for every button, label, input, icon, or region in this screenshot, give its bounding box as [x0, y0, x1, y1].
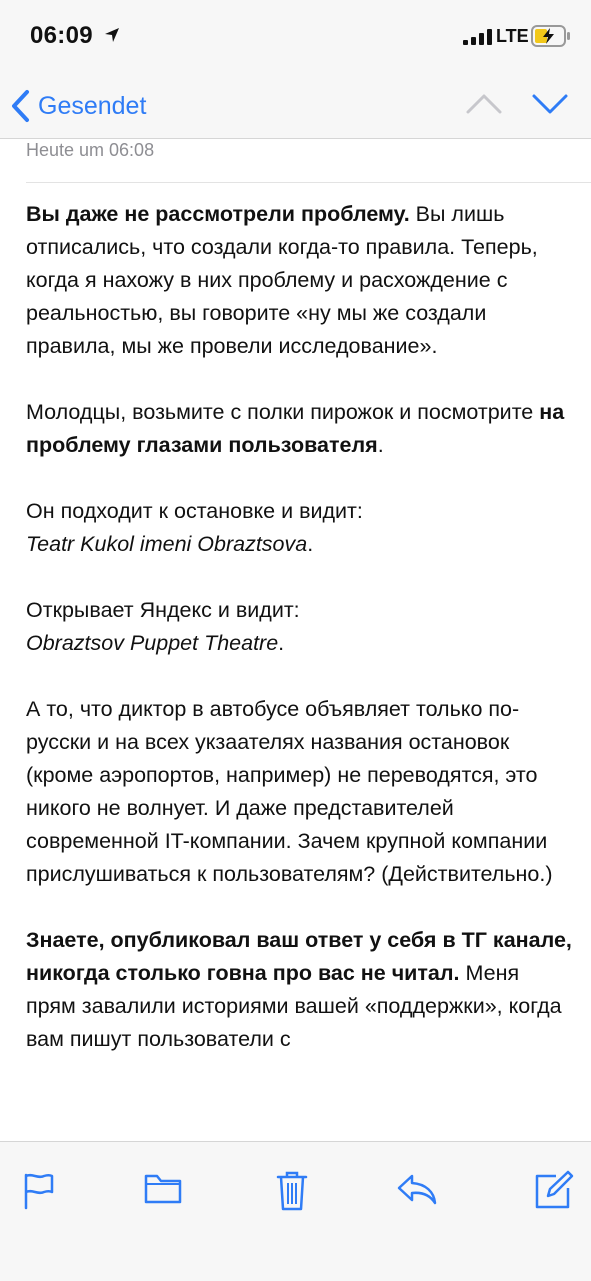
- paragraph-6-bold: Знаете, опубликовал ваш ответ у себя в ТГ канале, никогда столько говна про вас не читал.: [26, 928, 572, 985]
- battery-charging-icon: [531, 25, 571, 47]
- folder-icon: [144, 1172, 182, 1206]
- status-bar: [0, 0, 591, 72]
- paragraph-2: [26, 396, 574, 462]
- previous-message-button[interactable]: [464, 90, 504, 123]
- compose-icon: [534, 1170, 574, 1210]
- paragraph-1-bold: Вы даже не рассмотрели проблему.: [26, 202, 410, 226]
- paragraph-6-text: Меня прям завалили историями вашей «поддержки», когда вам пишут пользователи с: [26, 961, 562, 1051]
- chevron-down-icon: [530, 90, 570, 118]
- paragraph-4-end: .: [278, 631, 285, 655]
- network-type: LTE: [496, 26, 529, 46]
- compose-button[interactable]: [534, 1170, 574, 1215]
- paragraph-1-text: Вы лишь отписались, что создали когда-то правила. Теперь, когда я нахожу в них проблему и расхождение с реальностью, вы говорите «ну мы же создали правила, мы же провели исследование».: [26, 202, 538, 358]
- status-time: 06:09: [30, 22, 93, 49]
- paragraph-4-italic: Obraztsov Puppet Theatre: [26, 631, 279, 655]
- paragraph-6: [26, 924, 574, 1056]
- back-button[interactable]: [10, 86, 146, 126]
- trash-icon: [276, 1170, 308, 1212]
- reply-button[interactable]: [396, 1172, 438, 1211]
- signal-icon: [463, 29, 493, 45]
- chevron-up-icon: [464, 90, 504, 118]
- paragraph-3: [26, 495, 574, 561]
- nav-bar: [0, 72, 591, 139]
- move-to-folder-button[interactable]: [144, 1172, 182, 1211]
- back-label: Gesendet: [38, 91, 147, 120]
- paragraph-1: [26, 198, 574, 363]
- flag-icon: [22, 1172, 56, 1210]
- header-divider: [26, 182, 591, 183]
- flag-button[interactable]: [22, 1172, 56, 1215]
- chevron-left-icon: [10, 89, 30, 123]
- paragraph-2-start: Молодцы, возьмите с полки пирожок и посмотрите: [26, 400, 540, 424]
- paragraph-4-line: Открывает Яндекс и видит:: [26, 598, 300, 622]
- paragraph-3-italic: Teatr Kukol imeni Obraztsova: [26, 532, 308, 556]
- reply-icon: [396, 1172, 438, 1206]
- paragraph-2-bold: на проблему глазами пользователя: [26, 400, 565, 457]
- paragraph-4: [26, 594, 574, 660]
- message-body: [26, 198, 574, 1089]
- paragraph-3-line: Он подходит к остановке и видит:: [26, 499, 363, 523]
- next-message-button[interactable]: [530, 90, 570, 123]
- bottom-toolbar: [0, 1141, 591, 1281]
- message-date: Heute um 06:08: [26, 140, 155, 160]
- delete-button[interactable]: [276, 1170, 308, 1217]
- location-arrow-icon: [104, 27, 120, 43]
- paragraph-5: А то, что диктор в автобусе объявляет только по-русски и на всех укзаателях названия остановок (кроме аэропортов, например) не переводятся, это никого не волнует. И даже представителей современной IT-компании. Зачем крупной компании прислушиваться к пользователям? (Действительно.): [26, 697, 553, 886]
- paragraph-2-end: .: [377, 433, 384, 457]
- paragraph-3-end: .: [307, 532, 314, 556]
